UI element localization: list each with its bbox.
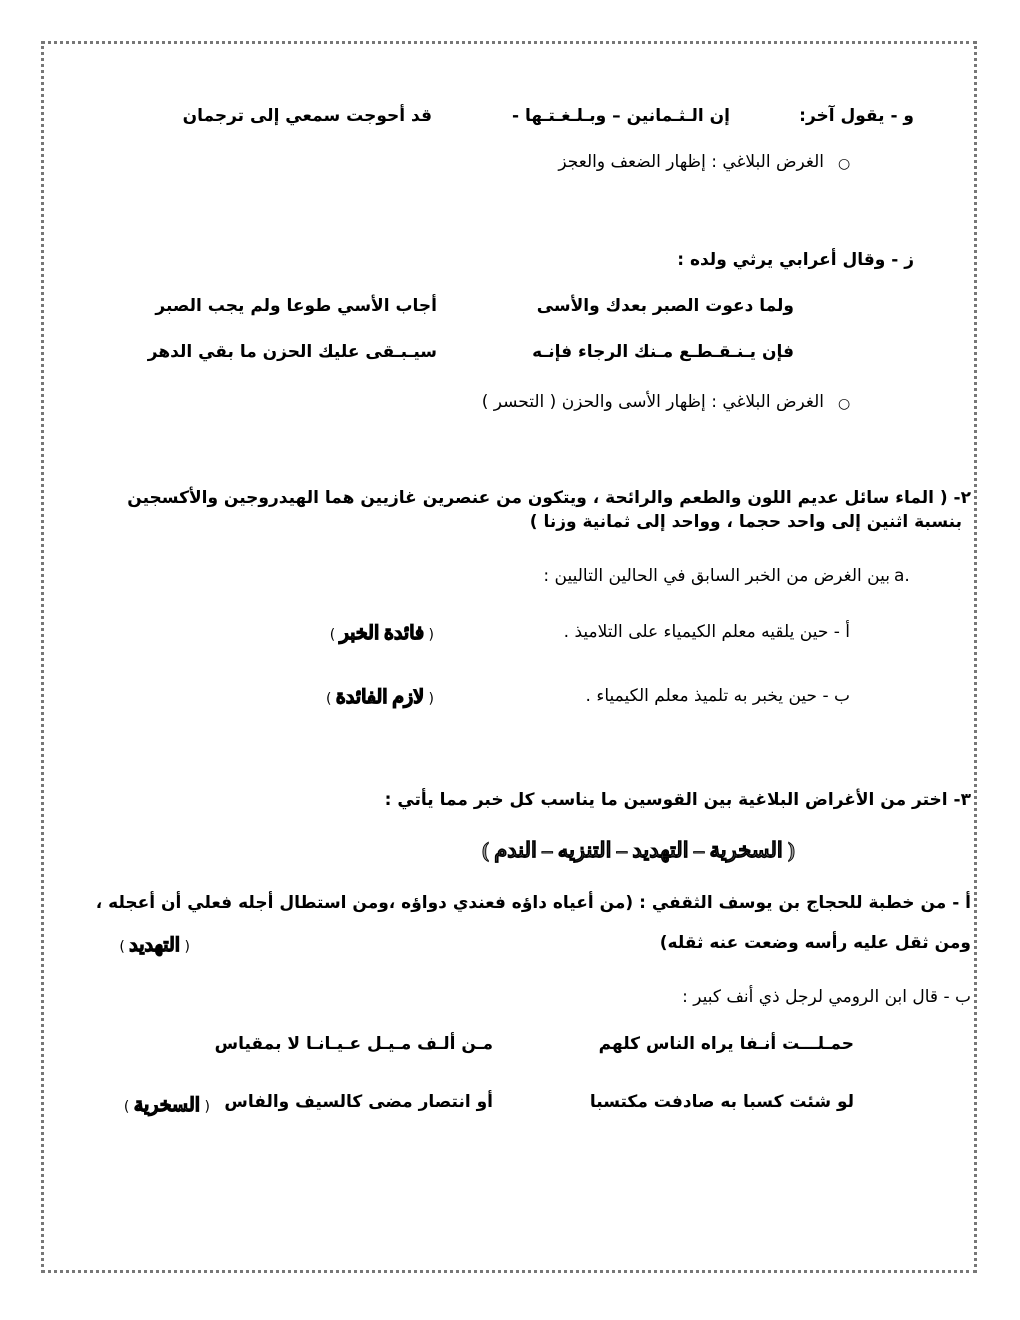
- section-z-verse-2a: فإن يـنـقـطـع مـنك الرجاء فإنـه: [532, 342, 794, 362]
- question-3-verse-1a: حمـلـــت أنـفا يراه الناس كلهم: [598, 1034, 854, 1054]
- section-z-verse-1a: ولما دعوت الصبر بعدك والأسى: [536, 296, 794, 316]
- circle-bullet-icon: ○: [838, 156, 851, 172]
- question-3-verse-1b: مـن ألـف مـيـل عـيـانـا لا بمقياس: [214, 1034, 493, 1054]
- page-border: [41, 41, 977, 1273]
- answer-word: التهديد: [129, 935, 181, 956]
- question-2-line-1: ٢- ( الماء سائل عديم اللون والطعم والرائحة ، ويتكون من عنصرين غازيين هما الهيدروجين والأكسجين: [127, 488, 971, 508]
- section-w-hemistich-1: إن الـثـمانين – وبـلـغـتـها -: [511, 106, 730, 126]
- question-2-item-b-answer: ( لازم الفائدة ): [325, 687, 434, 708]
- question-2-item-a: أ - حين يلقيه معلم الكيمياء على التلاميذ .: [563, 622, 850, 642]
- question-2-item-a-answer: ( فائدة الخبر ): [329, 623, 434, 644]
- section-z-verse-1b: أجاب الأسي طوعا ولم يجب الصبر: [155, 296, 437, 316]
- question-3-options: ( السخرية – التهديد – التنزيه – الندم ): [481, 838, 795, 862]
- section-z-purpose: الغرض البلاغي : إظهار الأسى والحزن ( التحسر ): [481, 392, 824, 412]
- question-2-item-b: ب - حين يخبر به تلميذ معلم الكيمياء .: [585, 686, 850, 706]
- question-2-marker: a.: [894, 566, 910, 586]
- question-3-verse-2a: لو شئت كسبا به صادفت مكتسبا: [589, 1092, 854, 1112]
- question-3-verse-2b: أو انتصار مضى كالسيف والفاس: [224, 1092, 493, 1112]
- answer-word: لازم الفائدة: [335, 687, 425, 708]
- question-3-item-b-intro: ب - قال ابن الرومي لرجل ذي أنف كبير :: [682, 987, 971, 1007]
- question-3-item-a-line-1: أ - من خطبة للحجاج بن يوسف الثقفي : (من أعياه داؤه فعندي دواؤه ،ومن استطال أجله فعلي أن أعجله ،: [95, 893, 971, 913]
- answer-word: السخرية: [133, 1095, 201, 1116]
- section-z-intro: ز - وقال أعرابي يرثي ولده :: [677, 250, 914, 270]
- question-3-prompt: ٣- اختر من الأغراض البلاغية بين القوسين ما يناسب كل خبر مما يأتي :: [384, 790, 971, 810]
- section-w-hemistich-2: قد أحوجت سمعي إلى ترجمان: [182, 106, 432, 126]
- question-2-prompt: بين الغرض من الخبر السابق في الحالين التاليين :: [543, 566, 890, 586]
- section-w-purpose: الغرض البلاغي : إظهار الضعف والعجز: [558, 152, 824, 172]
- section-w-intro: و - يقول آخر:: [799, 106, 914, 126]
- question-3-item-a-answer: ( التهديد ): [119, 935, 190, 956]
- circle-bullet-icon: ○: [838, 396, 851, 412]
- question-3-item-a-line-2: ومن ثقل عليه رأسه وضعت عنه ثقله): [659, 933, 971, 953]
- answer-word: فائدة الخبر: [339, 623, 425, 644]
- section-z-verse-2b: سيـبـقى عليك الحزن ما بقي الدهر: [147, 342, 437, 362]
- question-3-item-b-answer: ( السخرية ): [123, 1095, 210, 1116]
- question-2-line-2: بنسبة اثنين إلى واحد حجما ، وواحد إلى ثمانية وزنا ): [529, 512, 962, 532]
